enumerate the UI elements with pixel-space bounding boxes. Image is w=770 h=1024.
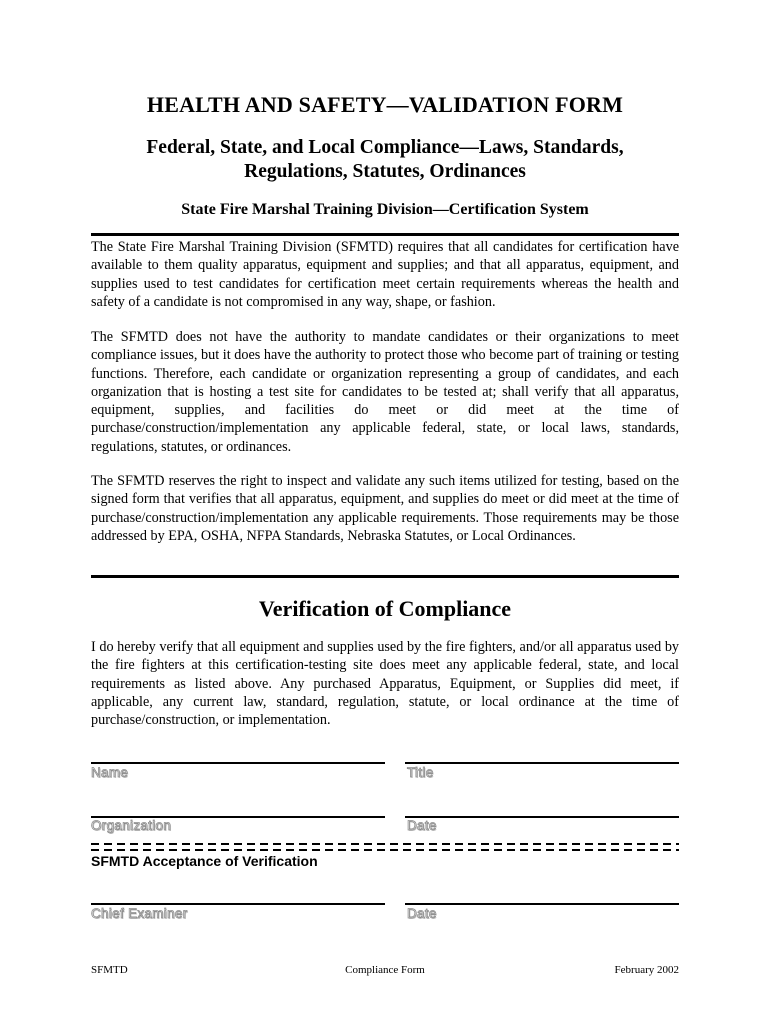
date-signature-line[interactable] <box>405 816 679 818</box>
verification-heading: Verification of Compliance <box>258 596 512 621</box>
footer-left: SFMTD <box>91 964 128 976</box>
subtitle-line-2: Regulations, Statutes, Ordinances <box>244 161 526 182</box>
intro-paragraph-1: The State Fire Marshal Training Division (SFMTD) requires that all candidates for certification have available to them quality apparatus, equipment and supplies; and that all apparatus, equipment, and supplies used to test candidates for certification meet certain requirements whereas the health and safety of a candidate is not compromised in any way, shape, or fashion. <box>91 239 679 310</box>
section-rule <box>91 575 679 578</box>
chief-examiner-field-label: Chief Examiner <box>91 906 188 921</box>
division-heading: State Fire Marshal Training Division—Certification System <box>181 201 589 218</box>
footer-center: Compliance Form <box>345 964 425 976</box>
organization-field-label: Organization <box>91 818 172 833</box>
dashed-line-upper <box>91 843 679 845</box>
title-signature-line[interactable] <box>405 762 679 764</box>
form-subtitle <box>0 136 770 184</box>
top-rule <box>91 233 679 236</box>
footer-right: February 2002 <box>614 964 679 976</box>
subtitle-line-1: Federal, State, and Local Compliance—Laws, Standards, <box>146 137 624 158</box>
date-field-label: Date <box>407 818 437 833</box>
acceptance-heading: SFMTD Acceptance of Verification <box>91 853 318 869</box>
name-signature-line[interactable] <box>91 762 385 764</box>
verification-statement: I do hereby verify that all equipment and supplies used by the fire fighters, and/or all apparatus used by the fire fighters at this certification-testing site does meet any applicable federal, state, and local requirements as listed above. Any purchased Apparatus, Equipment, or Supplies did meet, if applicable, any current law, standard, regulation, statute, or local ordinance at the time of purchase/construction, or implementation. <box>91 639 679 729</box>
name-field-label: Name <box>91 765 129 780</box>
acceptance-date-field-label: Date <box>407 906 437 921</box>
intro-paragraph-2: The SFMTD does not have the authority to mandate candidates or their organizations to meet compliance issues, but it does have the authority to protect those who become part of training or testing functions. Therefore, each candidate or organization representing a group of candidates, and each organization that is hosting a test site for candidates to be tested at; shall verify that all apparatus, equipment, supplies, and facilities do meet or did meet at the time of purchase/construction/implementation any applicable federal, state, or local laws, standards, regulations, statutes, or ordinances. <box>91 329 679 455</box>
dashed-line-lower <box>91 849 679 851</box>
intro-paragraph-3: The SFMTD reserves the right to inspect and validate any such items utilized for testing, based on the signed form that verifies that all apparatus, equipment, and supplies do meet or did meet at the time of purchase/construction/implementation any applicable requirements. Those requirements may be those addressed by EPA, OSHA, NFPA Standards, Nebraska Statutes, or Local Ordinances. <box>91 473 679 544</box>
acceptance-date-signature-line[interactable] <box>405 903 679 905</box>
chief-examiner-signature-line[interactable] <box>91 903 385 905</box>
form-title: HEALTH AND SAFETY—VALIDATION FORM <box>146 92 624 117</box>
title-field-label: Title <box>407 765 434 780</box>
dashed-separator <box>91 843 679 851</box>
